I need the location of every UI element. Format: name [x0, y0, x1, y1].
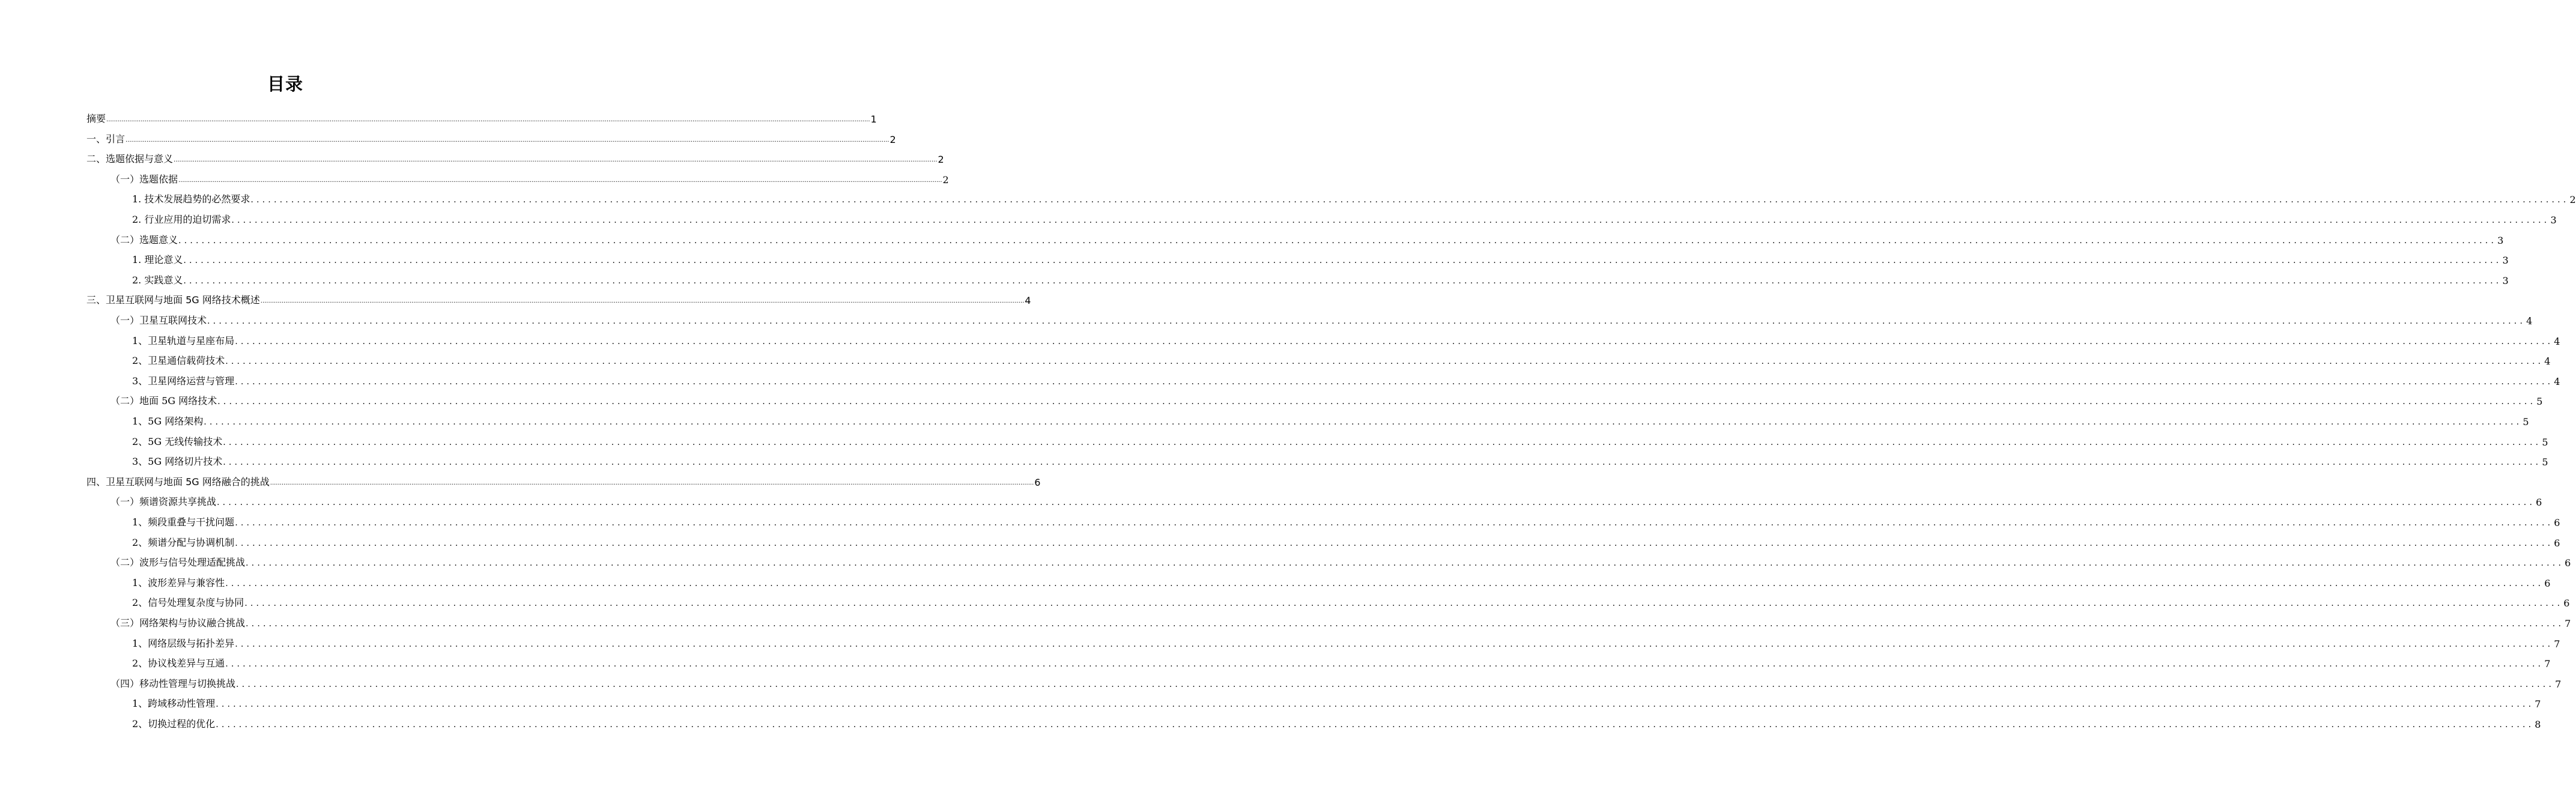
- toc-page-number: 6: [2565, 557, 2571, 569]
- toc-page-number: 3: [2502, 274, 2509, 286]
- toc-entry-label: （一）卫星互联网技术: [111, 315, 207, 326]
- toc-dot-leader: ................................................................................................................................................................................................................................................................................................................................................................................................................: [178, 177, 942, 184]
- toc-entry[interactable]: [111, 309, 2533, 327]
- toc-entry[interactable]: [111, 611, 2571, 629]
- toc-entry[interactable]: [132, 369, 2560, 387]
- toc-dot-leader: ................................................................................................................................................................................................................................................................................................................................................................................................................: [260, 298, 1025, 305]
- toc-entry[interactable]: [132, 208, 2557, 226]
- toc-dot-leader: ................................................................................................................................................................................................................................................................................................................................................................................................................: [250, 195, 2569, 205]
- toc-page-number: 4: [2544, 355, 2551, 367]
- toc-entry[interactable]: [132, 248, 2509, 267]
- toc-dot-leader: ................................................................................................................................................................................................................................................................................................................................................................................................................: [178, 235, 2497, 246]
- toc-dot-leader: ................................................................................................................................................................................................................................................................................................................................................................................................................: [223, 458, 2542, 468]
- toc-dot-leader: ................................................................................................................................................................................................................................................................................................................................................................................................................: [235, 538, 2554, 548]
- toc-entry[interactable]: [111, 672, 2562, 690]
- toc-dot-leader: ................................................................................................................................................................................................................................................................................................................................................................................................................: [216, 720, 2535, 730]
- toc-entry-label: 1、5G 网络架构: [132, 416, 204, 427]
- toc-entry[interactable]: [132, 531, 2560, 549]
- toc-entry-label: （四）移动性管理与切换挑战: [111, 677, 236, 689]
- toc-entry-label: 2、切换过程的优化: [132, 718, 216, 730]
- toc-entry[interactable]: [111, 551, 2571, 569]
- toc-entry[interactable]: [111, 490, 2542, 509]
- toc-page-number: 4: [2526, 315, 2533, 327]
- toc-page-number: 6: [2544, 577, 2551, 589]
- toc-entry-label: 3、5G 网络切片技术: [132, 456, 223, 468]
- toc-dot-leader: ................................................................................................................................................................................................................................................................................................................................................................................................................: [270, 479, 1034, 486]
- toc-dot-leader: ................................................................................................................................................................................................................................................................................................................................................................................................................: [217, 397, 2536, 407]
- toc-dot-leader: ................................................................................................................................................................................................................................................................................................................................................................................................................: [216, 700, 2535, 710]
- toc-entry-label: 2、信号处理复杂度与协同: [132, 597, 244, 609]
- toc-entry-label: 2. 实践意义: [132, 274, 183, 286]
- toc-page-number: 4: [2554, 335, 2560, 347]
- toc-page-number: 7: [2544, 658, 2551, 670]
- toc-entry-label: （三）网络架构与协议融合挑战: [111, 617, 246, 629]
- toc-dot-leader: ................................................................................................................................................................................................................................................................................................................................................................................................................: [204, 417, 2523, 427]
- toc-page-number: 2: [889, 133, 896, 145]
- toc-entry[interactable]: [132, 651, 2551, 670]
- toc-dot-leader: ................................................................................................................................................................................................................................................................................................................................................................................................................: [183, 276, 2502, 286]
- toc-dot-leader: ................................................................................................................................................................................................................................................................................................................................................................................................................: [207, 316, 2526, 326]
- toc-entry[interactable]: [132, 349, 2551, 367]
- toc-page-number: 5: [2536, 396, 2543, 408]
- toc-page-number: 7: [2565, 618, 2571, 629]
- toc-entry[interactable]: [86, 127, 896, 145]
- toc-entry-label: 3、卫星网络运营与管理: [132, 375, 235, 387]
- toc-entry[interactable]: [86, 147, 944, 166]
- toc-entry[interactable]: [132, 268, 2509, 286]
- toc-entry-label: 二、选题依据与意义: [86, 153, 174, 165]
- toc-entry-label: 一、引言: [86, 133, 126, 145]
- toc-dot-leader: ................................................................................................................................................................................................................................................................................................................................................................................................................: [225, 578, 2544, 588]
- toc-dot-leader: ................................................................................................................................................................................................................................................................................................................................................................................................................: [235, 376, 2554, 387]
- toc-entry[interactable]: [132, 410, 2529, 428]
- toc-entry[interactable]: [86, 288, 1031, 307]
- toc-entry-label: 2、协议栈差异与互通: [132, 657, 225, 669]
- toc-page-number: 5: [2523, 416, 2529, 428]
- toc-dot-leader: ................................................................................................................................................................................................................................................................................................................................................................................................................: [106, 116, 870, 123]
- toc-entry-label: 2、5G 无线传输技术: [132, 435, 223, 447]
- toc-page-number: 7: [2555, 678, 2562, 690]
- toc-dot-leader: ................................................................................................................................................................................................................................................................................................................................................................................................................: [225, 357, 2544, 367]
- toc-page-number: 4: [2554, 375, 2560, 387]
- toc-page-number: 2: [2569, 194, 2576, 206]
- toc-entry-label: 1、频段重叠与干扰问题: [132, 516, 235, 528]
- toc-page-number: 3: [2502, 255, 2509, 267]
- toc-entry-label: （二）选题意义: [111, 234, 178, 246]
- toc-entry[interactable]: [86, 470, 1041, 488]
- toc-dot-leader: ................................................................................................................................................................................................................................................................................................................................................................................................................: [235, 639, 2554, 649]
- toc-page-number: 7: [2535, 698, 2541, 710]
- toc-page-number: 2: [938, 154, 944, 166]
- toc-dot-leader: ................................................................................................................................................................................................................................................................................................................................................................................................................: [236, 679, 2555, 689]
- toc-entry-label: 1、卫星轨道与星座布局: [132, 334, 235, 346]
- toc-page-number: 1: [870, 113, 877, 125]
- toc-entry[interactable]: [132, 510, 2560, 528]
- toc-entry-label: 三、卫星互联网与地面 5G 网络技术概述: [86, 294, 260, 306]
- toc-page-number: 3: [2550, 214, 2557, 226]
- toc-entry[interactable]: [132, 712, 2541, 730]
- toc-entry-label: 1. 理论意义: [132, 254, 183, 266]
- toc-dot-leader: ................................................................................................................................................................................................................................................................................................................................................................................................................: [231, 216, 2550, 225]
- toc-dot-leader: ................................................................................................................................................................................................................................................................................................................................................................................................................: [244, 599, 2563, 609]
- toc-dot-leader: ................................................................................................................................................................................................................................................................................................................................................................................................................: [235, 336, 2554, 346]
- toc-dot-leader: ................................................................................................................................................................................................................................................................................................................................................................................................................: [183, 256, 2502, 266]
- toc-entry[interactable]: [132, 591, 2570, 609]
- toc-dot-leader: ................................................................................................................................................................................................................................................................................................................................................................................................................: [246, 558, 2565, 569]
- toc-dot-leader: ................................................................................................................................................................................................................................................................................................................................................................................................................: [174, 157, 938, 164]
- toc-dot-leader: ................................................................................................................................................................................................................................................................................................................................................................................................................: [246, 619, 2565, 629]
- toc-page-number: 3: [2497, 234, 2504, 246]
- toc-entry[interactable]: [111, 389, 2543, 408]
- toc-entry[interactable]: [132, 632, 2560, 650]
- toc-page-number: 2: [942, 174, 949, 186]
- toc-entry-label: 2、卫星通信载荷技术: [132, 355, 225, 367]
- toc-entry[interactable]: [132, 571, 2551, 589]
- toc-entry-label: 1、波形差异与兼容性: [132, 576, 225, 588]
- toc-entry[interactable]: [111, 168, 949, 186]
- toc-entry[interactable]: [132, 187, 2576, 206]
- toc-entry-label: （二）波形与信号处理适配挑战: [111, 557, 246, 569]
- toc-entry-label: （一）选题依据: [111, 173, 178, 185]
- toc-entry-label: （一）频谱资源共享挑战: [111, 496, 217, 508]
- toc-page-number: 7: [2554, 638, 2560, 650]
- toc-page-number: 6: [2554, 537, 2560, 549]
- toc-page-number: 4: [1025, 295, 1031, 307]
- toc-entry[interactable]: [86, 107, 877, 125]
- toc-entry-label: 1. 技术发展趋势的必然要求: [132, 193, 250, 205]
- toc-dot-leader: ................................................................................................................................................................................................................................................................................................................................................................................................................: [235, 518, 2554, 528]
- toc-entry-label: 2. 行业应用的迫切需求: [132, 214, 231, 225]
- toc-dot-leader: ................................................................................................................................................................................................................................................................................................................................................................................................................: [217, 498, 2536, 508]
- toc-page-number: 5: [2542, 436, 2548, 448]
- toc-dot-leader: ................................................................................................................................................................................................................................................................................................................................................................................................................: [225, 659, 2544, 669]
- toc-entry[interactable]: [132, 329, 2560, 347]
- page-title: 目录: [267, 74, 303, 94]
- toc-entry[interactable]: [111, 228, 2504, 246]
- toc-dot-leader: ................................................................................................................................................................................................................................................................................................................................................................................................................: [223, 437, 2542, 447]
- toc-entry[interactable]: [132, 692, 2541, 710]
- toc-page-number: 8: [2535, 719, 2541, 730]
- toc-entry[interactable]: [132, 430, 2548, 448]
- toc-page-number: 6: [1034, 476, 1041, 488]
- toc-entry-label: 四、卫星互联网与地面 5G 网络融合的挑战: [86, 476, 270, 488]
- toc-entry-label: 摘要: [86, 113, 106, 124]
- toc-entry-label: 1、网络层级与拓扑差异: [132, 637, 235, 649]
- toc-dot-leader: ................................................................................................................................................................................................................................................................................................................................................................................................................: [126, 136, 889, 144]
- toc-page-number: 6: [2563, 597, 2570, 609]
- toc-page-number: 6: [2536, 497, 2542, 509]
- toc-entry-label: （二）地面 5G 网络技术: [111, 395, 217, 407]
- toc-entry[interactable]: [132, 450, 2548, 468]
- toc-entry-label: 1、跨域移动性管理: [132, 698, 216, 710]
- toc-page-number: 6: [2554, 517, 2560, 528]
- toc-entry-label: 2、频谱分配与协调机制: [132, 536, 235, 548]
- toc-page-number: 5: [2542, 456, 2548, 468]
